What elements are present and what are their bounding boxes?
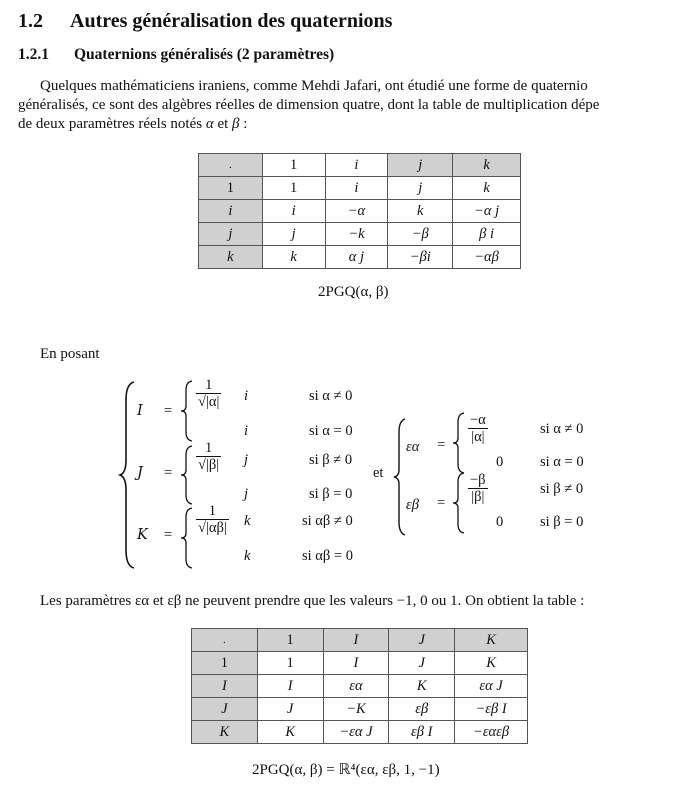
multiplication-table-2pgq xyxy=(198,153,521,269)
table2-cell: K xyxy=(192,721,258,744)
ea-cond2: si α = 0 xyxy=(540,454,584,470)
table2-row xyxy=(192,721,528,744)
table1-cell: k xyxy=(453,154,521,177)
table1-cell: 1 xyxy=(262,154,325,177)
eb-cond2: si β = 0 xyxy=(540,514,584,530)
K-val2: k xyxy=(244,548,251,564)
table1-cell: j xyxy=(388,177,453,200)
table2-cell: J xyxy=(389,652,455,675)
section-number: 1.2 xyxy=(18,10,43,32)
K-symbol: K xyxy=(137,527,148,543)
table2-cell: εβ I xyxy=(389,721,455,744)
I-frac-num: 1 xyxy=(196,377,221,394)
table1-row xyxy=(199,177,521,200)
table2-cell: −εαεβ xyxy=(455,721,528,744)
subsection-title: Quaternions généralisés (2 paramètres) xyxy=(74,46,335,63)
table2-header-row xyxy=(192,629,528,652)
table2-cell: I xyxy=(323,629,389,652)
table1-cell: −α j xyxy=(453,200,521,223)
en-posant-text: En posant xyxy=(40,346,100,362)
ea-val2: 0 xyxy=(496,454,504,470)
intro-line-1: Quelques mathématiciens iraniens, comme Mehdi Jafari, ont étudié une forme de quaternio xyxy=(40,78,588,94)
K-cond2: si αβ = 0 xyxy=(302,548,353,564)
table1-cell: 1 xyxy=(262,177,325,200)
epsilon-alpha-lhs: εα xyxy=(406,439,420,455)
epsilon-alpha-brace xyxy=(452,412,466,474)
K-frac-num: 1 xyxy=(196,503,229,520)
I-cond1: si α ≠ 0 xyxy=(309,388,353,404)
ea-cond1: si α ≠ 0 xyxy=(540,421,584,437)
section-heading xyxy=(18,10,392,33)
table2-cell: . xyxy=(192,629,258,652)
table2-cell: J xyxy=(192,698,258,721)
table1-cell: −αβ xyxy=(453,246,521,269)
table1-cell: j xyxy=(199,223,263,246)
I-val1: i xyxy=(244,388,249,404)
table2-row xyxy=(192,698,528,721)
section-title: Autres généralisation des quaternions xyxy=(70,10,393,32)
K-cond1: si αβ ≠ 0 xyxy=(302,513,353,529)
table1-row xyxy=(199,223,521,246)
table2-cell: I xyxy=(323,652,389,675)
K-brace xyxy=(180,507,194,569)
table2-cell: −K xyxy=(323,698,389,721)
intro-line-2: généralisés, ce sont des algèbres réelles de dimension quatre, dont la table de multiplication dépe xyxy=(18,97,600,113)
I-cond2: si α = 0 xyxy=(309,423,353,439)
epsilon-alpha-equals: = xyxy=(437,437,446,453)
table1-cell: i xyxy=(325,154,388,177)
right-system-brace xyxy=(393,418,407,536)
J-equals: = xyxy=(164,465,173,481)
table2-caption: 2PGQ(α, β) = ℝ⁴(εα, εβ, 1, −1) xyxy=(252,762,440,778)
table2-cell: J xyxy=(257,698,323,721)
ea-frac-den: |α| xyxy=(471,429,485,445)
table2-cell: K xyxy=(389,675,455,698)
table1-cell: i xyxy=(262,200,325,223)
J-val2: j xyxy=(244,486,249,502)
J-frac-den: √|β| xyxy=(198,457,220,473)
table1-cell: −k xyxy=(325,223,388,246)
subsection-heading xyxy=(18,46,334,64)
et-word: et xyxy=(217,116,229,132)
J-fraction xyxy=(196,440,221,473)
K-frac-den: √|αβ| xyxy=(198,520,227,536)
table1-cell: k xyxy=(262,246,325,269)
eb-cond1: si β ≠ 0 xyxy=(540,481,584,497)
table1-cell: i xyxy=(325,177,388,200)
table2-cell: εα xyxy=(323,675,389,698)
table1-cell: −β xyxy=(388,223,453,246)
intro-line-3-prefix: de deux paramètres réels notés xyxy=(18,116,203,132)
multiplication-table-normalized xyxy=(191,628,528,744)
K-val1: k xyxy=(244,513,251,529)
J-val1: j xyxy=(244,452,249,468)
I-val2: i xyxy=(244,423,249,439)
table1-cell: 1 xyxy=(199,177,263,200)
table2-cell: K xyxy=(455,652,528,675)
table2-cell: εα J xyxy=(455,675,528,698)
I-equals: = xyxy=(164,403,173,419)
table1-cell: −βi xyxy=(388,246,453,269)
table2-cell: −εα J xyxy=(323,721,389,744)
table2-cell: 1 xyxy=(257,652,323,675)
table2-cell: I xyxy=(192,675,258,698)
beta-symbol: β xyxy=(232,116,240,132)
table1-cell: −α xyxy=(325,200,388,223)
table2-row xyxy=(192,675,528,698)
table1-cell: j xyxy=(388,154,453,177)
K-fraction xyxy=(196,503,229,536)
epsilon-beta-equals: = xyxy=(437,495,446,511)
table2-cell: 1 xyxy=(192,652,258,675)
epsilon-alpha-symbol xyxy=(406,439,419,456)
epsilon-alpha-fraction xyxy=(468,412,488,445)
left-system-brace xyxy=(118,380,138,570)
table1-cell: i xyxy=(199,200,263,223)
K-equals: = xyxy=(164,527,173,543)
epsilon-beta-lhs: εβ xyxy=(406,497,419,513)
table2-cell: −εβ I xyxy=(455,698,528,721)
table2-cell: K xyxy=(455,629,528,652)
eb-val2: 0 xyxy=(496,514,504,530)
table1-cell: k xyxy=(453,177,521,200)
colon: : xyxy=(243,116,248,132)
J-brace xyxy=(180,445,194,505)
table2-row xyxy=(192,652,528,675)
table1-cell: k xyxy=(199,246,263,269)
table1-cell: k xyxy=(388,200,453,223)
intro-line-3 xyxy=(18,115,247,134)
table2-cell: 1 xyxy=(257,629,323,652)
J-frac-num: 1 xyxy=(196,440,221,457)
I-frac-den: √|α| xyxy=(198,394,220,410)
ea-frac-num: −α xyxy=(470,412,486,428)
params-sentence: Les paramètres εα et εβ ne peuvent prendre que les valeurs −1, 0 ou 1. On obtient la table : xyxy=(40,593,585,609)
table1-cell: α j xyxy=(325,246,388,269)
eb-frac-num: −β xyxy=(470,472,486,488)
subsection-number: 1.2.1 xyxy=(18,46,49,63)
table1-cell: . xyxy=(199,154,263,177)
alpha-symbol: α xyxy=(205,116,214,132)
table2-cell: I xyxy=(257,675,323,698)
table1-row xyxy=(199,200,521,223)
table1-header-row xyxy=(199,154,521,177)
I-fraction xyxy=(196,377,221,410)
table1-cell: j xyxy=(262,223,325,246)
table2-cell: K xyxy=(257,721,323,744)
table1-row xyxy=(199,246,521,269)
epsilon-beta-brace xyxy=(452,472,466,534)
I-brace xyxy=(180,380,194,442)
J-symbol: J xyxy=(137,465,143,481)
J-cond2: si β = 0 xyxy=(309,486,353,502)
table2-cell: J xyxy=(389,629,455,652)
eb-frac-den: |β| xyxy=(471,489,485,505)
table1-cell: β i xyxy=(453,223,521,246)
et-connector: et xyxy=(373,465,384,481)
table1-caption: 2PGQ(α, β) xyxy=(318,284,389,300)
I-symbol: I xyxy=(137,403,143,419)
epsilon-beta-fraction xyxy=(468,472,488,505)
epsilon-beta-symbol xyxy=(406,497,419,514)
table2-cell: εβ xyxy=(389,698,455,721)
J-cond1: si β ≠ 0 xyxy=(309,452,353,468)
